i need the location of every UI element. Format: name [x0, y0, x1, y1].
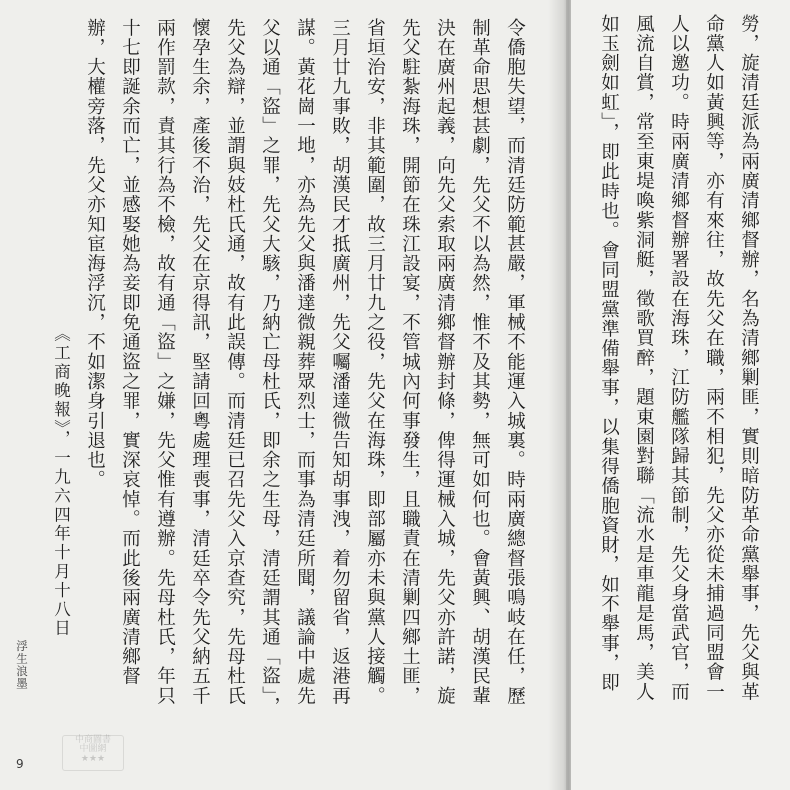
source-citation: 《工商晚報》，一九六四年十月十八日 [51, 325, 71, 639]
right-page [571, 0, 790, 790]
page-number: 9 [16, 757, 24, 771]
text-column: 人以邀功。時兩廣清鄉督辦署設在海珠，江防艦隊歸其節制，先父身當武官，而 [668, 14, 690, 702]
text-column: 勞，旋清廷派為兩廣清鄉督辦，名為清鄉剿匪，實則暗防革命黨舉事，先父與革 [738, 14, 760, 702]
text-column: 先父為辯，並謂與妓杜氏通，故有此誤傳。而清廷已召先父入京查究，先母杜氏 [224, 18, 246, 706]
watermark-stamp: 中商圖書 中圖網 ★★★ [62, 735, 124, 771]
text-column: 令僑胞失望，而清廷防範甚嚴，軍械不能運入城裏。時兩廣總督張鳴岐在任，歷 [504, 18, 526, 706]
text-column: 命黨人如黃興等，亦有來往，故先父在職，兩不相犯，先父亦從未捕過同盟會一 [703, 14, 725, 702]
text-column: 十七即誕余而亡，並感娶她為妾即免通盜之罪，實深哀悼。而此後兩廣清鄉督 [119, 18, 141, 687]
text-column: 兩作罰款，責其行為不檢，故有通「盜」之嫌，先父惟有遵辦。先母杜氏，年只 [154, 18, 176, 706]
text-column: 辦，大權旁落，先父亦知宦海浮沉，不如潔身引退也。 [84, 18, 106, 490]
running-title: 浮生浪墨 [15, 640, 29, 690]
text-column: 風流自賞，常至東堤喚紫洞艇，徵歌買醉，題東園對聯「流水是車龍是馬，美人 [633, 14, 655, 702]
text-column: 謀。黃花崗一地，亦為先父與潘達微親葬眾烈士，而事為清廷所聞，議論中處先 [294, 18, 316, 706]
text-column: 三月廿九事敗，胡漢民才抵廣州，先父囑潘達微告知胡事洩，着勿留省，返港再 [329, 18, 351, 706]
text-column: 省垣治安，非其範圍，故三月廿九之役，先父在海珠，即部屬亦未與黨人接觸。 [364, 18, 386, 706]
text-column: 制革命思想甚劇，先父不以為然，惟不及其勢，無可如何也。會黃興、胡漢民輩 [469, 18, 491, 706]
text-column: 懷孕生余，產後不治，先父在京得訊，堅請回粵處理喪事，清廷卒令先父納五千 [189, 18, 211, 706]
text-column: 決在廣州起義，向先父索取兩廣清鄉督辦封條，俾得運械入城，先父亦許諾，旋 [434, 18, 456, 706]
text-column: 父以通「盜」之罪，先父大駭，乃納亡母杜氏，即余之生母，清廷謂其通「盜」， [259, 18, 281, 717]
text-column: 先父駐紮海珠，開節在珠江設宴，不管城內何事發生，且職責在清剿四鄉土匪， [399, 18, 421, 706]
text-column: 如玉劍如虹」，即此時也。會同盟黨準備舉事，以集得僑胞資財，如不舉事，即 [598, 14, 620, 693]
